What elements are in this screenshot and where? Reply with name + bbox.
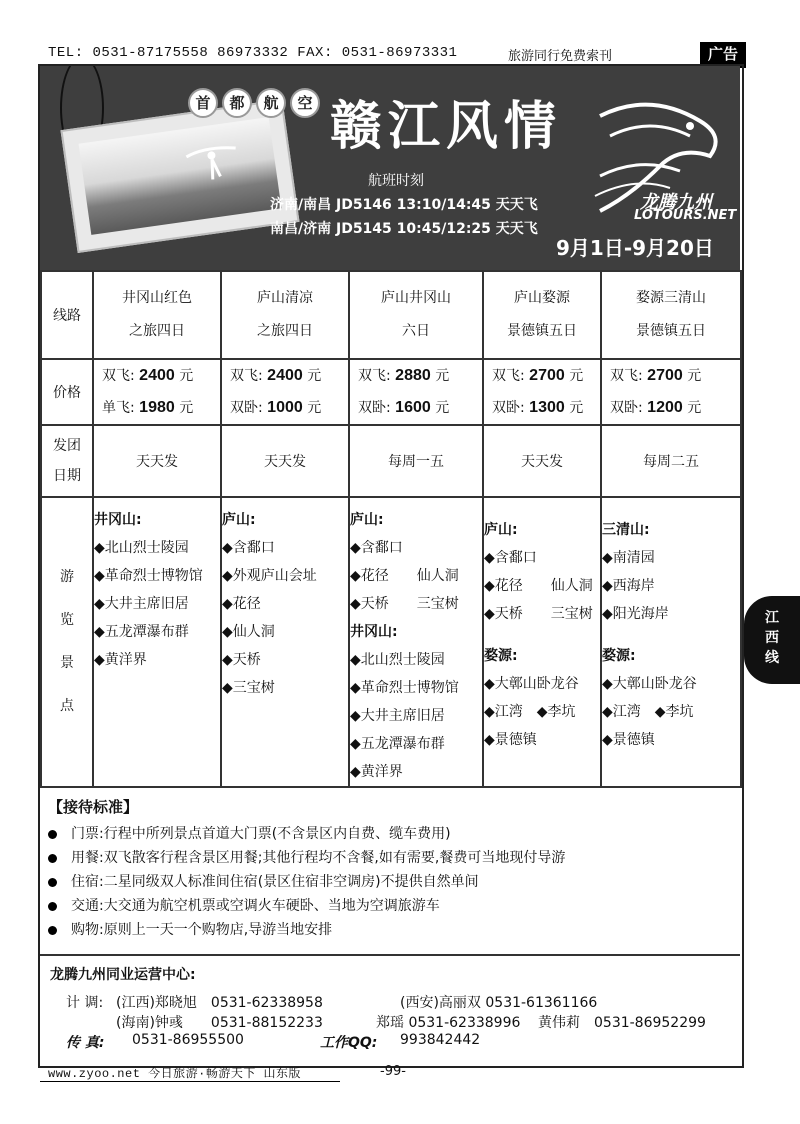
route-name: 井冈山红色 <box>122 290 192 306</box>
site-area-heading: 三清山: <box>602 522 650 538</box>
site-item: ◆含鄱口 <box>484 550 537 566</box>
contact-entry: (江西)郑晓旭 0531-62338958 <box>116 995 323 1011</box>
site-item: ◆花径 仙人洞 <box>350 568 459 584</box>
flight-line-1: 济南/南昌 JD5146 13:10/14:45 天天飞 <box>270 197 538 213</box>
price-value: 1980 <box>139 399 175 416</box>
site-item: ◆五龙潭瀑布群 <box>94 624 189 640</box>
qq-label: 工作QQ: <box>320 1035 378 1051</box>
date-range: 9月1日-9月20日 <box>556 236 714 260</box>
price-value: 2700 <box>529 367 565 384</box>
price-value: 2400 <box>139 367 175 384</box>
site-item: ◆大鄣山卧龙谷 <box>484 676 579 692</box>
price-cell <box>93 359 221 425</box>
site-item: ◆南清园 <box>602 550 655 566</box>
flight-line-2: 南昌/济南 JD5145 10:45/12:25 天天飞 <box>270 221 538 237</box>
bullet-icon <box>48 830 57 839</box>
standard-text: 购物:原则上一天一个购物店,导游当地安排 <box>71 922 333 938</box>
sites-cell <box>601 497 741 787</box>
price-cell <box>601 359 741 425</box>
sites-cell <box>483 497 601 787</box>
site-item: ◆大井主席旧居 <box>350 708 445 724</box>
frequency: 天天发 <box>221 425 349 497</box>
routes-table <box>40 270 742 788</box>
price-cell <box>483 359 601 425</box>
price-label: 双卧: <box>230 400 263 416</box>
banner-title: 赣江风情 <box>330 96 563 157</box>
price-label: 双飞: <box>230 368 263 384</box>
logo-en: LOTOURS.NET <box>634 208 737 223</box>
qq-number: 993842442 <box>400 1032 481 1048</box>
label-sites-char: 游 <box>60 569 74 585</box>
site-area-heading: 庐山: <box>484 522 518 538</box>
price-unit: 元 <box>687 400 702 416</box>
depart-row <box>41 425 741 497</box>
standard-text: 门票:行程中所列景点首道大门票(不含景区内自费、缆车费用) <box>71 826 451 842</box>
price-unit: 元 <box>307 400 322 416</box>
price-cell <box>349 359 483 425</box>
label-sites-char: 览 <box>60 612 74 628</box>
route-name: 之旅四日 <box>257 323 313 339</box>
site-item: ◆含鄱口 <box>222 540 275 556</box>
logo-cn: 龙腾九州 <box>640 192 712 213</box>
page-number: -99- <box>380 1064 406 1079</box>
route-name: 景德镇五日 <box>636 323 706 339</box>
frequency: 每周二五 <box>601 425 741 497</box>
route-name: 庐山婺源 <box>514 290 570 306</box>
site-item: ◆景德镇 <box>484 732 537 748</box>
standard-text: 用餐:双飞散客行程含景区用餐;其他行程均不含餐,如有需要,餐费可当地现付导游 <box>71 850 566 866</box>
fax-label: 传 真: <box>66 1035 105 1051</box>
price-unit: 元 <box>435 368 450 384</box>
badge-char: 航 <box>256 88 286 118</box>
site-item: ◆黄洋界 <box>94 652 147 668</box>
site-area-heading: 井冈山: <box>94 512 142 528</box>
footer-rule <box>40 1081 340 1082</box>
frequency: 每周一五 <box>349 425 483 497</box>
label-route: 线路 <box>41 271 93 359</box>
price-value: 1600 <box>395 399 431 416</box>
site-item: ◆大鄣山卧龙谷 <box>602 676 697 692</box>
tel-fax: TEL: 0531-87175558 86973332 FAX: 0531-86973331 <box>48 45 458 61</box>
footer <box>40 1064 740 1080</box>
site-item: ◆天桥 <box>222 652 261 668</box>
price-row <box>41 359 741 425</box>
route-name-cell <box>93 271 221 359</box>
contact-entry: (西安)高丽双 0531-61361166 <box>400 995 598 1011</box>
site-item: ◆含鄱口 <box>350 540 403 556</box>
side-tab-char: 西 <box>765 630 779 646</box>
price-unit: 元 <box>569 400 584 416</box>
price-label: 双飞: <box>102 368 135 384</box>
price-unit: 元 <box>435 400 450 416</box>
route-name: 庐山井冈山 <box>381 290 451 306</box>
route-name-cell <box>221 271 349 359</box>
site-item: ◆江湾 ◆李坑 <box>484 704 576 720</box>
badge-char: 空 <box>290 88 320 118</box>
bullet-icon <box>48 878 57 887</box>
route-name: 之旅四日 <box>129 323 185 339</box>
site-item: ◆大井主席旧居 <box>94 596 189 612</box>
site-area-heading: 井冈山: <box>350 624 398 640</box>
route-name: 景德镇五日 <box>507 323 577 339</box>
dispatch-label: 计 调: <box>66 995 104 1011</box>
site-item: ◆天桥 三宝树 <box>484 606 593 622</box>
route-row <box>41 271 741 359</box>
frequency: 天天发 <box>483 425 601 497</box>
site-area-heading: 婺源: <box>602 648 636 664</box>
sites-row <box>41 497 741 787</box>
frequency: 天天发 <box>93 425 221 497</box>
ad-tag: 广告 <box>700 42 746 66</box>
standards-title: 【接待标准】 <box>48 798 139 816</box>
price-cell <box>221 359 349 425</box>
site-item: ◆西海岸 <box>602 578 655 594</box>
price-label: 双卧: <box>492 400 525 416</box>
badge-char: 首 <box>188 88 218 118</box>
site-item: ◆花径 仙人洞 <box>484 578 593 594</box>
spacer <box>602 628 740 642</box>
contact-entry: (海南)钟彧 0531-88152233 <box>116 1015 323 1031</box>
sites-cell <box>93 497 221 787</box>
price-value: 2400 <box>267 367 303 384</box>
reception-standards <box>40 782 740 956</box>
route-name-cell <box>349 271 483 359</box>
price-unit: 元 <box>179 400 194 416</box>
contact-title: 龙腾九州同业运营中心: <box>50 967 196 983</box>
label-sites <box>41 497 93 787</box>
price-value: 1300 <box>529 399 565 416</box>
sites-cell <box>221 497 349 787</box>
spacer <box>484 628 600 642</box>
site-item: ◆五龙潭瀑布群 <box>350 736 445 752</box>
list-item <box>48 894 565 918</box>
bullet-icon <box>48 902 57 911</box>
site-item: ◆景德镇 <box>602 732 655 748</box>
label-sites-char: 点 <box>60 698 74 714</box>
site-item: ◆北山烈士陵园 <box>350 652 445 668</box>
index-note: 旅游同行免费索刊 <box>508 49 613 64</box>
side-tab-char: 线 <box>765 650 779 666</box>
price-value: 1200 <box>647 399 683 416</box>
price-label: 双卧: <box>358 400 391 416</box>
schedule-title: 航班时刻 <box>368 173 424 189</box>
airline-badges <box>188 88 320 118</box>
price-label: 单飞: <box>102 400 135 416</box>
footer-site: www.zyoo.net 今日旅游·畅游天下 山东版 <box>48 1067 302 1081</box>
sites-cell <box>349 497 483 787</box>
contact-entry: 郑瑶 0531-62338996 <box>376 1015 521 1031</box>
dancer-icon <box>180 139 245 187</box>
label-sites-char: 景 <box>60 655 74 671</box>
price-label: 双飞: <box>358 368 391 384</box>
price-label: 双飞: <box>610 368 643 384</box>
standard-text: 交通:大交通为航空机票或空调火车硬卧、当地为空调旅游车 <box>71 898 440 914</box>
region-side-tab <box>744 596 800 684</box>
site-item: ◆北山烈士陵园 <box>94 540 189 556</box>
label-depart-line: 发团 <box>53 438 81 454</box>
label-price: 价格 <box>41 359 93 425</box>
price-value: 2880 <box>395 367 431 384</box>
site-area-heading: 婺源: <box>484 648 518 664</box>
site-item: ◆革命烈士博物馆 <box>350 680 459 696</box>
price-label: 双飞: <box>492 368 525 384</box>
price-label: 双卧: <box>610 400 643 416</box>
site-area-heading: 庐山: <box>222 512 256 528</box>
price-value: 1000 <box>267 399 303 416</box>
route-name: 婺源三清山 <box>636 290 706 306</box>
list-item <box>48 870 565 894</box>
price-unit: 元 <box>307 368 322 384</box>
site-item: ◆仙人洞 <box>222 624 275 640</box>
price-unit: 元 <box>687 368 702 384</box>
route-name: 庐山清凉 <box>257 290 313 306</box>
site-area-heading: 庐山: <box>350 512 384 528</box>
standards-list <box>48 822 565 942</box>
photo-image <box>79 117 282 235</box>
standard-text: 住宿:二星同级双人标准间住宿(景区住宿非空调房)不提供自然单间 <box>71 874 479 890</box>
price-unit: 元 <box>569 368 584 384</box>
price-unit: 元 <box>179 368 194 384</box>
banner <box>40 66 740 270</box>
site-item: ◆天桥 三宝树 <box>350 596 459 612</box>
site-item: ◆外观庐山会址 <box>222 568 317 584</box>
badge-char: 都 <box>222 88 252 118</box>
label-depart <box>41 425 93 497</box>
site-item: ◆阳光海岸 <box>602 606 669 622</box>
bullet-icon <box>48 854 57 863</box>
list-item <box>48 918 565 942</box>
route-name: 六日 <box>402 323 430 339</box>
site-item: ◆江湾 ◆李坑 <box>602 704 694 720</box>
list-item <box>48 822 565 846</box>
price-value: 2700 <box>647 367 683 384</box>
site-item: ◆革命烈士博物馆 <box>94 568 203 584</box>
contact-entry: 黄伟莉 0531-86952299 <box>538 1015 706 1031</box>
side-tab-char: 江 <box>765 610 779 626</box>
list-item <box>48 846 565 870</box>
route-name-cell <box>601 271 741 359</box>
site-item: ◆花径 <box>222 596 261 612</box>
site-item: ◆黄洋界 <box>350 764 403 780</box>
site-item: ◆三宝树 <box>222 680 275 696</box>
label-depart-line: 日期 <box>53 468 81 484</box>
route-name-cell <box>483 271 601 359</box>
fax-number: 0531-86955500 <box>132 1032 244 1048</box>
bullet-icon <box>48 926 57 935</box>
